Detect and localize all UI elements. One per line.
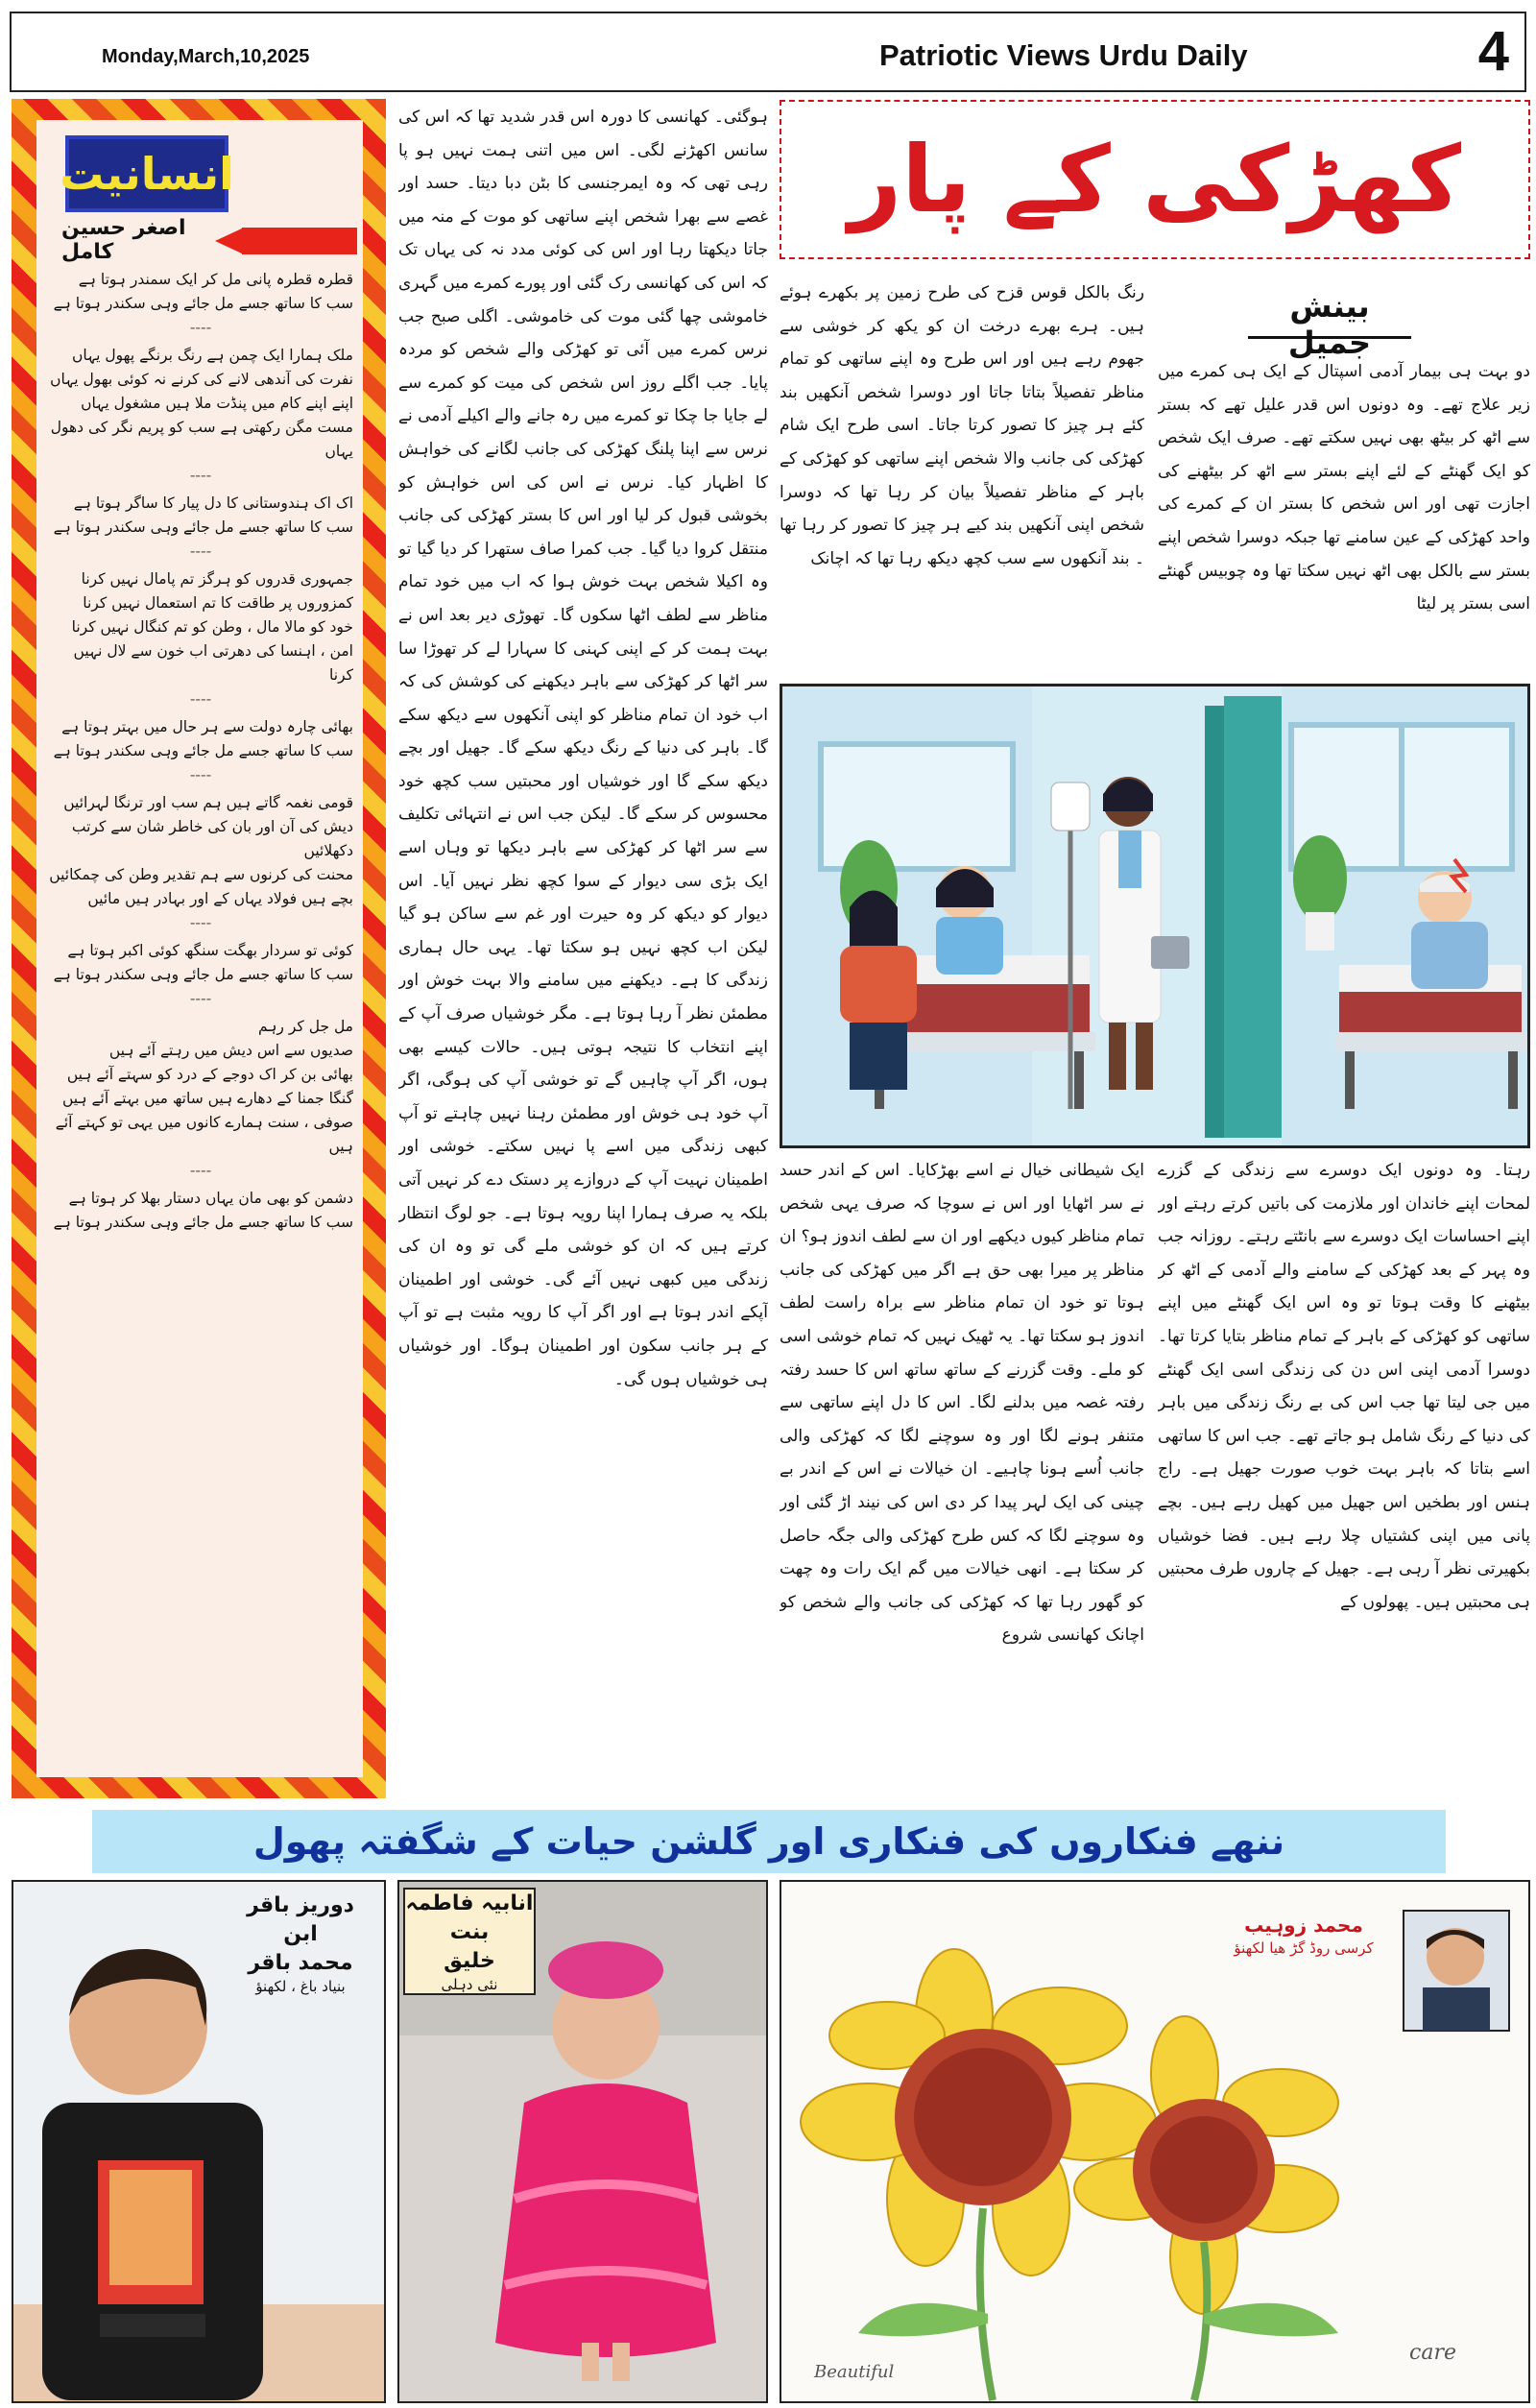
poem-line: سب کا ساتھ جسے مل جائے وہی سکندر ہوتا ہے: [53, 1214, 353, 1231]
poem-line: ملک ہمارا ایک چمن ہے رنگ برنگے پھول یہاں: [71, 347, 353, 364]
poem-line: محنت کی کرنوں سے ہم تقدیر وطن کی چمکائیں: [49, 866, 353, 883]
poem-line: بھائی چارہ دولت سے ہر حال میں بہتر ہوتا ہے: [61, 718, 353, 735]
poem-separator: ----: [189, 467, 212, 484]
poem-stanza: [48, 344, 353, 488]
poem-stanza: [48, 715, 353, 787]
kid-relation-2: بنت: [449, 1920, 490, 1944]
poem-stanza: [48, 492, 353, 564]
poem-stanzas: [48, 268, 353, 1239]
poem-stanza: [48, 1015, 353, 1183]
poem-line: امن ، اہنسا کی دھرتی اب خون سے لال نہیں کرنا: [73, 642, 353, 684]
poem-line: قومی نغمہ گاتے ہیں ہم سب اور ترنگا لہرائیں: [63, 794, 353, 811]
newspaper-name: Patriotic Views Urdu Daily: [879, 38, 1248, 72]
kid-drawing: [780, 1880, 1530, 2403]
kid-caption-1: [219, 1891, 382, 1995]
poem-line: جمہوری قدروں کو ہرگز تم پامال نہیں کرنا: [81, 570, 353, 588]
kid-name-1: دوریز باقر: [247, 1893, 354, 1917]
arrow-icon: [215, 228, 244, 254]
article-column-bottom-left: ایک شیطانی خیال نے اسے بھڑکایا۔ اس کے اندر حسد نے سر اٹھایا اور اس نے سوچا کہ صرف یہی شخص تمام مناظر کیوں دیکھے اور ان سے لطف اندوز ہو؟ ان مناظر پر میرا بھی حق ہے اگر میں کھڑکی کی جانب ہوتا تو خود ان تمام مناظر سے براہ راست لطف اندوز ہو سکتا تھا۔ یہ ٹھیک نہیں کہ تمام خوشی اسی کو ملے۔ وقت گزرنے کے ساتھ ساتھ اس کا حسد رفتہ رفتہ غصہ میں بدلنے لگا۔ اس کا دل اپنے ساتھی سے متنفر ہونے لگا اور وہ سوچنے لگا کہ کھڑکی والی جانب اُسے ہونا چاہیے۔ ان خیالات نے اس کے اندر بے چینی کی ایک لہر پیدا کر دی اس کی نیند اڑ گئی اور وہ سوچنے لگا کہ کس طرح کھڑکی والی جگہ حاصل کر سکتا ہے۔ انھی خیالات میں گم ایک رات وہ چھت کو گھور رہا تھا کہ کھڑکی کی جانب والے شخص کو اچانک کھانسی شروع: [780, 1161, 1144, 1646]
issue-date: Monday,March,10,2025: [102, 46, 310, 67]
poem-line: مل جل کر رہم: [258, 1018, 353, 1035]
article-column-bottom-right: رہتا۔ وہ دونوں ایک دوسرے سے زندگی کے گزرے لمحات اپنے خاندان اور ملازمت کی باتیں کرتے رہتے اور اپنے احساسات ایک دوسرے سے بانٹتے رہتے۔ روزانہ جب وہ پہر کے بعد کھڑکی کے سامنے والے آدمی کے اٹھ کر بیٹھنے کا وقت ہوتا تو وہ اس ایک گھنٹے میں اپنے ساتھی کو کھڑکی کے باہر کے تمام مناظر بتایا کرتا تھا۔ دوسرا آدمی اپنی اس دن کی زندگی اسی ایک گھنٹے میں جی لیتا تھا جب اس کی بے رنگ زندگی میں باہر کی دنیا کے رنگ شامل ہو جاتے تھے۔ جب اس کا ساتھی اسے بتاتا کہ باہر بہت خوب صورت جھیل ہے۔ راج ہنس اور بطخیں اس جھیل میں کھیل رہے ہیں۔ بچے پانی میں اپنی کشتیاں چلا رہے ہیں۔ فضا خوشیاں بکھیرتی نظر آ رہی ہے۔ جھیل کے چاروں طرف محبتیں ہی محبتیں ہیں۔ پھولوں کے: [1158, 1161, 1530, 1612]
poem-stanza: [48, 1187, 353, 1235]
kid-relation-1: ابن: [283, 1922, 318, 1946]
kid-caption-3: [1210, 1911, 1398, 1957]
poem-line: بھائی بن کر اک دوجے کے درد کو سہتے آئے ہیں: [66, 1066, 353, 1083]
poem-line: اک اک ہندوستانی کا دل پیار کا ساگر ہوتا ہے: [73, 494, 353, 512]
poem-stanza: [48, 567, 353, 711]
poet-ribbon: [242, 228, 357, 254]
banner-title: ننھے فنکاروں کی فنکاری اور گلشن حیات کے شگفتہ پھول: [252, 1820, 1285, 1863]
author-underline: [1248, 336, 1411, 339]
drawing-signature: Beautiful: [814, 2362, 895, 2382]
kid-photo-1: [12, 1880, 386, 2403]
poem-line: صوفی ، سنت ہمارے کانوں میں یہی تو کہتے آئے ہیں: [55, 1114, 353, 1155]
drawing-artist-mark: care: [1409, 2341, 1456, 2365]
poem-line: کمزوروں پر طاقت کا تم استعمال نہیں کرنا: [83, 594, 353, 612]
page-header: [10, 12, 1526, 92]
poem-line: خود کو مالا مال ، وطن کو تم کنگال نہیں کرنا: [71, 618, 353, 636]
sunflower-drawing-image: [781, 1882, 1530, 2403]
author-name: بینش جمیل: [1287, 288, 1372, 361]
poem-stanza: [48, 268, 353, 340]
poem-line: کوئی تو سردار بھگت سنگھ کوئی اکبر ہوتا ہے: [67, 942, 353, 959]
poem-separator: ----: [189, 690, 212, 708]
poem-line: سب کا ساتھ جسے مل جائے وہی سکندر ہوتا ہے: [53, 518, 353, 536]
poem-title-box: [60, 135, 234, 212]
kid-name-2: انابیہ فاطمہ: [405, 1891, 534, 1915]
poem-line: بچے ہیں فولاد یہاں کے اور بہادر ہیں مائیں: [87, 890, 353, 907]
poem-line: اپنے اپنے کام میں پنڈت ملا ہیں مشغول یہاں: [81, 395, 353, 412]
kid-parent-2: خلیق: [444, 1949, 495, 1973]
poem-line: دیش کی آن اور بان کی خاطر شان سے کرتب دکھلائیں: [71, 818, 353, 859]
poem-stanza: [48, 791, 353, 935]
poem-separator: ----: [189, 990, 212, 1007]
poem-separator: ----: [189, 914, 212, 931]
kid-parent-1: محمد باقر: [248, 1951, 353, 1975]
kid-place-2: نئی دہلی: [441, 1976, 498, 1993]
poem-line: قطرہ قطرہ پانی مل کر ایک سمندر ہوتا ہے: [78, 271, 353, 288]
kids-section-banner: [92, 1810, 1446, 1873]
poem-line: سب کا ساتھ جسے مل جائے وہی سکندر ہوتا ہے: [53, 966, 353, 983]
hospital-scene-image: [782, 686, 1530, 1148]
poem-separator: ----: [189, 766, 212, 783]
page-number: 4: [1477, 20, 1509, 83]
kid-name-3: محمد زوہیب: [1244, 1914, 1363, 1937]
poem-separator: ----: [189, 1162, 212, 1179]
kid-place-1: بنیاد باغ ، لکھنؤ: [255, 1978, 346, 1995]
poem-line: نفرت کی آندھی لانے کی کرنے نہ کوئی بھول یہاں: [50, 371, 353, 388]
poem-line: دشمن کو بھی مان یہاں دستار بھلا کر ہوتا ہے: [68, 1190, 353, 1207]
poet-name: اصغر حسین کامل: [61, 216, 186, 264]
article-column-top-left: رنگ بالکل قوس قزح کی طرح زمین پر بکھرے ہوئے ہیں۔ ہرے بھرے درخت ان کو یکھ کر خوشی سے جھوم رہے ہیں اور اس طرح وہ اپنے ساتھی کو تمام مناظر تفصیلاً بتاتا جاتا اور دوسرا شخص آنکھیں بند کئے ہر چیز کا تصور کرتا جاتا۔ اسی طرح ایک شام کھڑکی کی جانب والا شخص اپنے ساتھی کو کھڑکی کے باہر کے مناظر تفصیلاً بیان کر رہا تھا کہ دوسرا شخص اپنی آنکھیں بند کیے ہر چیز کا تصور کر رہا تھا ۔ بند آنکھوں سے سب کچھ دیکھ رہا تھا کہ اچانک: [780, 283, 1144, 568]
kid-caption-2: [403, 1888, 536, 1995]
kid-photo-2: [397, 1880, 768, 2403]
poem-sidebar: [12, 99, 386, 1798]
article-column-top-right: دو بہت ہی بیمار آدمی اسپتال کے ایک ہی کمرے میں زیر علاج تھے۔ وہ دونوں اس قدر علیل تھے کہ بستر سے اٹھ کر بیٹھ بھی نہیں سکتے تھے۔ صرف ایک شخص کو ایک گھنٹے کے لئے اپنے بستر سے اٹھ کر بیٹھنے کی اجازت تھی اور اس شخص کا بستر ان کے کمرے کی واحد کھڑکی کے عین سامنے تھا جبکہ دوسرا شخص اپنے بستر سے بالکل بھی اٹھ نہیں سکتا تھا وہ چوبیس گھنٹے اسی بستر پر لیٹا: [1158, 362, 1530, 614]
feature-title-box: [780, 100, 1530, 259]
poem-panel: [36, 120, 363, 1777]
poem-title: انسانیت: [60, 148, 234, 200]
poem-stanza: [48, 939, 353, 1011]
poem-line: گنگا جمنا کے دھارے ہیں ساتھ میں بہتے آئے ہیں: [61, 1090, 353, 1107]
poem-separator: ----: [189, 319, 212, 336]
hospital-illustration: [780, 684, 1530, 1148]
poem-separator: ----: [189, 542, 212, 560]
poem-line: صدیوں سے اس دیش میں رہتے آئے ہیں: [108, 1042, 353, 1059]
poem-line: سب کا ساتھ جسے مل جائے وہی سکندر ہوتا ہے: [53, 295, 353, 312]
poem-line: مست مگن رکھتی ہے سب کو پریم نگر کی دھول یہاں: [50, 419, 353, 460]
feature-title: کھڑکی کے پار: [848, 126, 1462, 233]
kid-place-3: کرسی روڈ گڑ ھیا لکھنؤ: [1234, 1939, 1374, 1957]
article-column-middle: ہوگئی۔ کھانسی کا دورہ اس قدر شدید تھا کہ اس کی سانس اکھڑنے لگی۔ اس میں اتنی ہمت نہیں ہو پا رہی تھی کہ وہ ایمرجنسی کا بٹن دبا دیتا۔ حسد اور غصے سے بھرا شخص اپنے ساتھی کو موت کے منہ میں جاتا دیکھتا رہا اور اس کی کوئی مدد نہ کی یہاں تک کہ اس کی کھانسی رک گئی اور پورے کمرے میں گہری خاموشی چھا گئی موت کی خاموشی۔ اگلی صبح جب نرس کمرے میں آئی تو کھڑکی والے شخص کو مردہ پایا۔ جب اگلے روز اس شخص کی میت کو کمرے سے لے جایا جا چکا تو کمرے میں رہ جانے والے اکیلے آدمی نے نرس سے اپنا پلنگ کھڑکی کی جانب لگانے کی خواہش کا اظہار کیا۔ نرس نے اس کی اس خواہش کو بخوشی قبول کر لیا اور اس کا بستر کھڑکی کی جانب منتقل کروا دیا گیا۔ جب کمرا صاف ستھرا کر دیا گیا تو وہ اکیلا شخص بہت خوش ہوا کہ اب میں خود تمام مناظر سے لطف اٹھا سکوں گا۔ تھوڑی دیر بعد اس نے بہت ہمت کر کے اپنی کہنی کا سہارا لے کر تھوڑا سا سر اٹھا کر کھڑکی سے باہر دیکھنے کی کوشش کی کہ اب خود ان تمام مناظر کو اپنی آنکھوں سے دیکھ سکے گا۔ باہر کی دنیا کے رنگ دیکھ سکے گا۔ جھیل اور بچے دیکھ سکے گا اور خوشیاں اور محبتیں سب کچھ خود محسوس کر سکے گا۔ لیکن جب اس نے انتہائی تکلیف سے سر اٹھا کر کھڑکی سے باہر دیکھا تو وہاں اسے ایک بڑی سی دیوار کے سوا کچھ نظر نہیں آیا۔ اس دیوار کو دیکھ کر وہ حیرت اور غم سے ساکن ہو گیا لیکن اب کچھ نہیں ہو سکتا تھا۔ یہی حال ہماری زندگی کا ہے۔ دیکھنے میں سامنے والا بہت خوش اور مطمئن نظر آ رہا ہوتا ہے۔ مگر خوشیاں صرف آپ کے اپنے انتخاب کا نتیجہ ہوتی ہیں۔ حالات کیسے بھی ہوں، اگر آپ چاہیں گے تو خوشی آپ کی ہوگی، اگر آپ خود ہی خوش اور مطمئن رہنا نہیں چاہتے تو آپ کبھی زندگی میں اسے پا نہیں سکتے۔ خوشی اور اطمینان نہیت آپ کے دروازے پر دستک دے کر نہیں آتی بلکہ یہ صرف ہمارا اپنا رویہ ہوتا ہے۔ جو لوگ انتظار کرتے ہیں کہ ان کو خوشی ملے گی تو وہ ان کی زندگی میں کبھی نہیں آئے گی۔ خوشی اور اطمینان آپکے اندر ہوتا ہے اور اگر آپ کا رویہ مثبت ہے تو آپ کے ہر جانب سکون اور اطمینان ہوگا۔ اور خوشیاں ہی خوشیاں ہوں گی۔: [398, 108, 768, 1389]
poem-line: سب کا ساتھ جسے مل جائے وہی سکندر ہوتا ہے: [53, 742, 353, 759]
